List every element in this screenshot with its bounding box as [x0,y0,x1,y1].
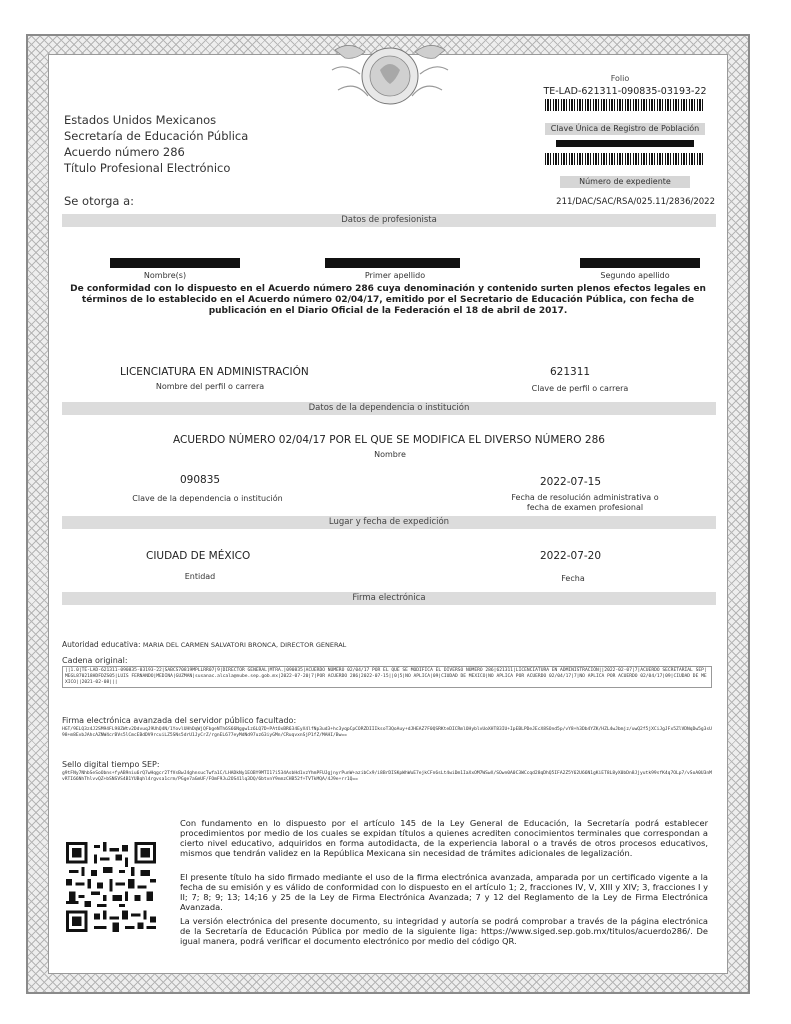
resolution-date: 2022-07-15 [540,476,602,488]
timestamp-seal-label: Sello digital tiempo SEP: [62,760,160,769]
curp-barcode [545,153,705,165]
educational-authority-label: Autoridad educativa: [62,640,141,649]
issuer-header [64,112,248,176]
expediente-label: Número de expediente [560,176,690,188]
signature-value: HGT/9ELQ3z4J2SM94FL98ZWtv2DdvuqJ9UhQ4N/1YovlUHhDqWjQFbgeNTh6S66Nggw1z6LQ7D+PAtOxBR634EyX4lfNp3ud3+hc3yqpCpCORZDIIIksoT3QoAuy+dJHEAZ7F0QSRKteDICRmlOHyblvUoXHT83IU+IpEBLPDeJEcX8SOnd5p/vY8+h3Db4YZK/HZL4wJbmjz/uwQ2f5jXCiJgJFx5ZlVDNqDw5g3sU98+m8EvbJAhcAZNW4crBVs5lCmcEBdDV9rcuiLZ5SNs5drU1JyCrZ/rgnEL677eyMdNd97uz63iyGMn/CRuqvxnSjP1fZ/MAHI/Bw== [62,727,712,738]
section-profesionista: Datos de profesionista [62,214,716,227]
mexico-coat-of-arms-seal [330,40,450,110]
agreement-number: Acuerdo número 286 [64,145,185,159]
degree-name-label: Nombre del perfil o carrera [155,382,265,391]
institution-key-label: Clave de la dependencia o institución [132,494,283,503]
issue-date-label: Fecha [561,574,585,583]
resolution-date-label-1: Fecha de resolución administrativa o [511,493,659,502]
redacted-first-surname [325,258,460,268]
educational-authority-value: MARIA DEL CARMEN SALVATORI BRONCA, DIRECTOR GENERAL [142,641,347,649]
legal-basis-text: De conformidad con lo dispuesto en el Acuerdo número 286 cuya denominación y contenido surten plenos efectos legales en términos de lo establecido en el Acuerdo número 02/04/17, emitido por el Secretario de Educación Pública, con fecha de publicación en el Diario Oficial de la Federación el 18 de abril de 2017. [70,284,706,316]
granted-to-label: Se otorga a: [64,194,135,208]
ministry-name: Secretaría de Educación Pública [64,129,249,143]
institution-name-label: Nombre [374,450,406,459]
original-chain-value: ||1.0|TE-LAD-621311-090835-03193-22|SABCS70819MPLLRR07|9|DIRECTOR GENERAL|MTRA.|090835|ACUERDO NÚMERO 02/04/17 POR EL QUE SE MODIFICA EL DIVERSO NÚMERO 286|621311|LICENCIATURA EN ADMINISTRACIÓN||2022-02-07|7|ACUERDO SECRETARIAL SEP|MEGL870218HDFDZS05|LUIS FERNANDO|MEDINA|GUZMAN|susanac.alcala@nube.sep.gob.mx|2022-07-20|7|POR ACUERDO 286|2022-07-15||0|5|NO APLICA|09|CIUDAD DE MEXICO|NO APLICA POR ACUERDO 02/04/17|7|NO APLICA POR ACUERDO 02/04/17|09|CIUDAD DE MEXICO||2021-02-08||| [62,666,712,688]
issuing-state: CIUDAD DE MÉXICO [146,550,251,562]
verification-qr-code [66,842,156,932]
redacted-second-surname [580,258,700,268]
original-chain-label: Cadena original: [62,656,128,665]
second-surname-label: Segundo apellido [600,271,670,280]
folio-barcode [545,99,705,111]
section-firma: Firma electrónica [62,592,716,605]
redacted-first-name [110,258,240,268]
institution-name: ACUERDO NÚMERO 02/04/17 POR EL QUE SE MODIFICA EL DIVERSO NÚMERO 286 [173,434,605,446]
legal-paragraph-2: El presente título ha sido firmado mediante el uso de la firma electrónica avanzada, amparada por un certificado vigente a la fecha de su emisión y es válido de conformidad con lo dispuesto en el artículo 1; 2, fracciones IV, V, XIII y XIV; 3, fracciones I y II; 7; 8; 9; 13; 14;16 y 25 de la Ley de Firma Electrónica Avanzada; 7 y 12 del Reglamento de la Ley de Firma Electrónica Avanzada. [180,872,708,912]
signature-label: Firma electrónica avanzada del servidor público facultado: [62,716,297,725]
section-institucion: Datos de la dependencia o institución [62,402,716,415]
redacted-curp [556,140,694,147]
first-name-label: Nombre(s) [143,271,187,280]
curp-label: Clave Única de Registro de Población [545,123,705,135]
degree-key: 621311 [550,366,591,378]
educational-authority [62,640,346,649]
document-type: Título Profesional Electrónico [64,161,231,175]
legal-paragraph-3: La versión electrónica del presente documento, su integridad y autoría se podrá comprobar a través de la página electrónica de la Secretaría de Educación Pública por medio de la siguiente liga: https://www.siged.sep.gob.mx/titulos/acuerdo286/. De igual manera, podrá verificar el documento electrónico por medio del código QR. [180,916,708,946]
timestamp-seal-value: g9tFNy7NhbSeSoObns+fyAB9niu6rQ7wHqgcr2TfVsBwJ4ghnsucTwfa1C/LHADkNy1EOBY9MTI17i534AsbHd1vzYhmPFUJgjnyrPunW+azibCx9/i8BrDISKpWhWuE7ejkCFn6sLt4wiDm1IaXxOM7WSwX/SOwn0A0C3WCcqd28qDhQ5IFA2Z5Y62U66N1gKiET8L8yX0bDn8Jjyutk99sfK4q7OLp7/vSoA0U3nMvRTI66NhThlvvQZ+bSNSVS4B1YUBqhl4rgvsa1crm/PGge7aGmUF/FOmF9Ju2OS41lq3DQ/6btvnY9nmzCHB52f+TVTkMQA/4J9e+rr1Q== [62,771,712,782]
expediente-value: 211/DAC/SAC/RSA/025.11/2836/2022 [556,197,715,207]
section-lugar: Lugar y fecha de expedición [62,516,716,529]
degree-name: LICENCIATURA EN ADMINISTRACIÓN [120,366,309,378]
folio-value: TE-LAD-621311-090835-03193-22 [543,86,707,97]
resolution-date-label-2: fecha de examen profesional [526,503,644,512]
legal-paragraph-1: Con fundamento en lo dispuesto por el artículo 145 de la Ley General de Educación, la Secretaría podrá establecer procedimientos por medio de los cuales se expidan títulos a quienes acrediten conocimientos terminales que correspondan a cierto nivel educativo, adquiridos en forma autodidacta, de la experiencia laboral o a través de otros procesos educativos, mismos que tendrán validez en la República Mexicana sin necesidad de trámites adicionales de legalización. [180,818,708,858]
institution-key: 090835 [180,474,221,486]
degree-key-label: Clave de perfil o carrera [531,384,629,393]
folio-label: Folio [610,74,630,83]
country-name: Estados Unidos Mexicanos [64,113,217,127]
first-surname-label: Primer apellido [364,271,426,280]
issue-date: 2022-07-20 [540,550,602,562]
issuing-state-label: Entidad [184,572,216,581]
